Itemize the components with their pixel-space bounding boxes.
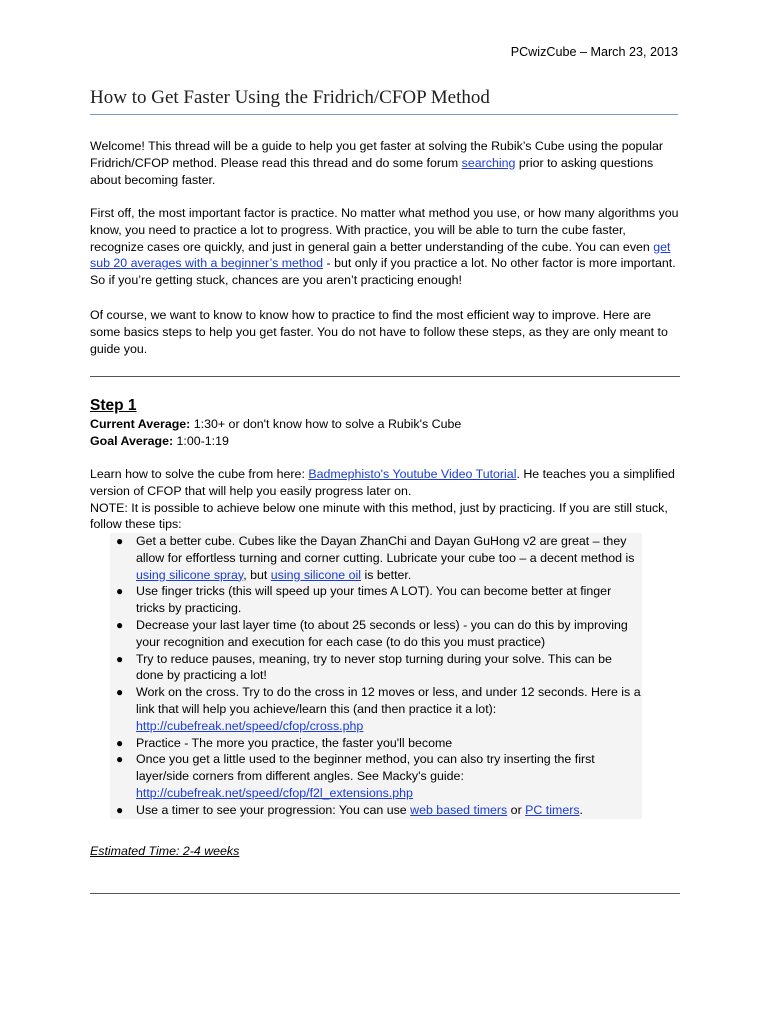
goal-average-value: 1:00-1:19	[173, 433, 229, 448]
bullet-icon: ●	[116, 651, 124, 666]
current-average-value: 1:30+ or don't know how to solve a Rubik's Cube	[190, 417, 462, 431]
silicone-oil-link[interactable]: using silicone oil	[270, 567, 362, 582]
beginner-method-link[interactable]: get sub 20 averages with a beginner’s method	[90, 239, 671, 271]
bullet-icon: ●	[116, 617, 124, 632]
list-item	[110, 735, 642, 752]
tip-text: Work on the cross. Try to do the cross in 12 moves or less, and under 12 seconds. Here is a link that will help you achieve/learn this (and then practice it a lot):	[136, 685, 641, 716]
step-heading: Step 1	[90, 397, 137, 414]
intro-text: Of course, we want to know to know how to practice to find the most efficient way to improve. Here are some basics steps to help you get faster. You do not have to follow these steps, as they are only meant to guide you.	[90, 308, 668, 356]
learn-text: . He teaches you a simplified version of CFOP that will help you easily progress later on.	[90, 467, 675, 498]
cross-link[interactable]: http://cubefreak.net/speed/cfop/cross.php	[136, 718, 364, 733]
page-title: How to Get Faster Using the Fridrich/CFOP Method	[90, 90, 678, 115]
tip-text: is better.	[361, 567, 412, 582]
intro-paragraph-2	[90, 205, 680, 289]
estimated-time	[90, 843, 680, 860]
goal-average-label: Goal Average:	[90, 433, 174, 448]
bullet-icon: ●	[116, 802, 124, 817]
intro-paragraph-3	[90, 307, 680, 357]
tips-list	[110, 533, 642, 819]
bullet-icon: ●	[116, 752, 124, 767]
section-divider	[90, 893, 680, 894]
f2l-extensions-link[interactable]: http://cubefreak.net/speed/cfop/f2l_extensions.php	[136, 785, 413, 800]
tip-text: Get a better cube. Cubes like the Dayan ZhanChi and Dayan GuHong v2 are great – they allow for effortless turning and corner cutting. Lubricate your cube too – a decent method is	[136, 534, 635, 565]
tip-text: Use a timer to see your progression: You can use	[136, 802, 411, 817]
tip-text: Decrease your last layer time (to about 25 seconds or less) - you can do this by improving your recognition and execution for each case (to do this you must practice)	[136, 617, 628, 649]
step1-learn	[90, 466, 680, 533]
intro-paragraph-1	[90, 138, 680, 188]
tip-text: .	[579, 802, 583, 817]
tip-text: Practice - The more you practice, the faster you'll become	[136, 735, 453, 750]
step1-section	[90, 396, 680, 450]
tutorial-link[interactable]: Badmephisto's Youtube Video Tutorial	[308, 467, 517, 481]
bullet-icon: ●	[116, 685, 124, 700]
list-item	[110, 802, 642, 819]
list-item	[110, 651, 642, 685]
tip-text: , but	[243, 567, 271, 582]
current-average-label: Current Average:	[90, 417, 191, 431]
bullet-icon: ●	[116, 534, 124, 548]
list-item	[110, 583, 642, 617]
bullet-icon: ●	[116, 735, 124, 750]
list-item	[110, 617, 642, 651]
intro-text: - but only if you practice a lot. No other factor is more important. So if you’re getting stuck, chances are you aren’t practicing enough!	[90, 256, 676, 288]
estimated-time-text: Estimated Time: 2-4 weeks	[90, 844, 240, 858]
list-item	[110, 684, 642, 734]
intro-text: prior to asking questions about becoming faster.	[90, 155, 654, 187]
learn-text: Learn how to solve the cube from here:	[90, 467, 309, 481]
section-divider	[90, 376, 680, 377]
intro-text: First off, the most important factor is practice. No matter what method you use, or how many algorithms you know, you need to practice a lot to progress. With practice, you will be able to turn the cube faster, recognize cases ore quickly, and just in general gain a better understanding of the cube. You can even	[90, 206, 679, 254]
author-date: PCwizCube – March 23, 2013	[510, 45, 678, 59]
tip-text: Try to reduce pauses, meaning, try to never stop turning during your solve. This can be done by practicing a lot!	[136, 651, 612, 683]
silicone-spray-link[interactable]: using silicone spray	[136, 567, 244, 582]
searching-link[interactable]: searching	[461, 155, 516, 170]
note-text: NOTE: It is possible to achieve below one minute with this method, just by practicing. If you are still stuck, follow these tips:	[90, 500, 668, 532]
tip-text: Use finger tricks (this will speed up your times A LOT). You can become better at finger tricks by practicing.	[136, 584, 612, 616]
tip-text: or	[507, 802, 526, 817]
web-timers-link[interactable]: web based timers	[410, 802, 508, 817]
tip-text: Once you get a little used to the beginner method, you can also try inserting the first layer/side corners from different angles. See Macky's guide:	[136, 752, 595, 784]
pc-timers-link[interactable]: PC timers	[525, 802, 580, 817]
list-item	[110, 751, 642, 801]
list-item	[110, 533, 642, 583]
intro-text: Welcome! This thread will be a guide to help you get faster at solving the Rubik’s Cube using the popular Fridrich/CFOP method. Please read this thread and do some forum	[90, 139, 664, 170]
bullet-icon: ●	[116, 584, 124, 599]
